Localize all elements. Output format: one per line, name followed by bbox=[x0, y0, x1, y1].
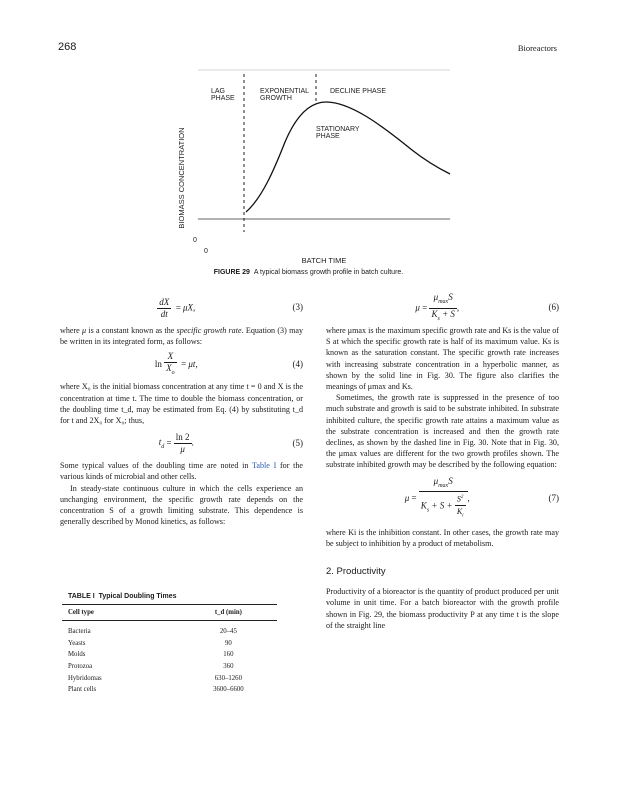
table-title: TABLE I Typical Doubling Times bbox=[68, 593, 177, 600]
figure-29-growth-profile bbox=[150, 62, 510, 272]
page-number: 268 bbox=[58, 41, 77, 53]
right-paragraph-1: where μmax is the maximum specific growth rate and Ks is the value of S at which the specific growth rate is half of its maximum value. Ks is known as the saturation constant. The specific growth rate increases with increasing substrate concentration in a hyperbolic manner, as shown by the solid line in Fig. 30. The figure also clarifies the meanings of μmax and Ks. bbox=[326, 326, 559, 392]
growth-curve bbox=[246, 102, 450, 212]
lag-phase-label-1: LAG bbox=[211, 88, 226, 95]
y-zero-label: 0 bbox=[193, 237, 197, 244]
stationary-label-1: STATIONARY bbox=[316, 126, 360, 133]
x-axis-label: BATCH TIME bbox=[301, 256, 347, 265]
x-zero-label: 0 bbox=[204, 248, 208, 255]
equation-7-number: (7) bbox=[548, 493, 559, 504]
table-row: Molds 160 bbox=[68, 651, 234, 659]
equation-3: $\frac{dX}{dt}$ = μX, (3) bbox=[159, 296, 303, 319]
equation-5: $t_d$ = $\frac{\ln 2}{\mu}$ . (5) bbox=[158, 431, 303, 454]
left-column bbox=[60, 293, 303, 527]
equation-6: μ = $\frac{\mu_{max}S}{K_s + S}$ , (6) bbox=[415, 291, 559, 322]
table-1-link[interactable]: Table I bbox=[252, 461, 277, 471]
decline-phase-label: DECLINE PHASE bbox=[330, 88, 387, 95]
equation-3-number: (3) bbox=[292, 302, 303, 313]
exponential-label-2: GROWTH bbox=[260, 95, 292, 102]
right-paragraph-3: where Ki is the inhibition constant. In other cases, the growth rate may be subject to inhibition by a product of metabolism. bbox=[326, 527, 559, 548]
left-paragraph-4: In steady-state continuous culture in which the cells experience an unchanging environment, the specific growth rate depends on the concentration S of a growth limiting substrate. This dependence is generally described by Monod kinetics, as follows: bbox=[60, 483, 303, 527]
table-header-cell-type: Cell type bbox=[62, 605, 174, 621]
table-row: Yeasts 90 bbox=[68, 639, 232, 647]
equation-5-number: (5) bbox=[292, 437, 303, 448]
lag-phase-label-2: PHASE bbox=[211, 95, 235, 102]
table-row: Plant cells 3600–6600 bbox=[68, 686, 244, 694]
table-row: Hybridomas 630–1260 bbox=[68, 674, 242, 682]
stationary-label-2: PHASE bbox=[316, 133, 340, 140]
table-header-time: t_d (min) bbox=[174, 605, 277, 621]
figure-caption bbox=[0, 269, 617, 276]
equation-7: μ = $\mu_{max}S$ $K_s + S$ + $\frac{S^2}{K_i}$ , (7) bbox=[404, 475, 559, 519]
equation-4-number: (4) bbox=[292, 358, 303, 369]
running-title: Bioreactors bbox=[517, 43, 557, 53]
figure-caption-text: A typical biomass growth profile in batch culture. bbox=[253, 269, 404, 276]
left-paragraph-1: where μ is a constant known as the specific growth rate. Equation (3) may be written in its integrated form, as follows: bbox=[60, 326, 304, 347]
table-row: Bacteria 20–45 bbox=[68, 628, 237, 635]
left-paragraph-3: Some typical values of the doubling time are noted in Table I for the various kinds of microbial and other cells. bbox=[60, 461, 304, 482]
left-paragraph-2: where X₀ is the initial biomass concentration at any time t = 0 and X is the concentration at time t. The time to double the biomass concentration, or the doubling time t_d, may be estimated from Eq. (4) by substituting t_d for t and 2X₀ for X₀; thus, bbox=[60, 382, 303, 426]
figure-caption-label: FIGURE 29 bbox=[213, 269, 250, 276]
right-column bbox=[326, 293, 559, 631]
exponential-label-1: EXPONENTIAL bbox=[260, 88, 310, 95]
y-axis-label: BIOMASS CONCENTRATION bbox=[177, 127, 186, 229]
equation-4: ln $\frac{X}{X_o}$ = μt, (4) bbox=[154, 350, 303, 376]
doubling-times-table bbox=[62, 604, 277, 697]
right-paragraph-2: Sometimes, the growth rate is suppressed in the presence of too much substrate and growth is said to be substrate inhibited. In substrate inhibited culture, the specific growth rate attains a maximum value as the substrate concentration is increased and then the growth rate declines, as shown by the dashed line in Fig. 30. Note that in Fig. 30, the μmax values are different for the two growth profiles shown. The substrate inhibited growth may be described by the following equation: bbox=[326, 393, 559, 470]
equation-6-number: (6) bbox=[548, 302, 559, 313]
section-heading: 2. Productivity bbox=[326, 566, 386, 578]
table-row: Protozoa 360 bbox=[68, 663, 234, 671]
right-paragraph-4: Productivity of a bioreactor is the quantity of product produced per unit volume in unit time. For a batch bioreactor with the growth profile shown in Fig. 29, the biomass productivity P at any time t is the slope of the straight line bbox=[326, 587, 559, 630]
